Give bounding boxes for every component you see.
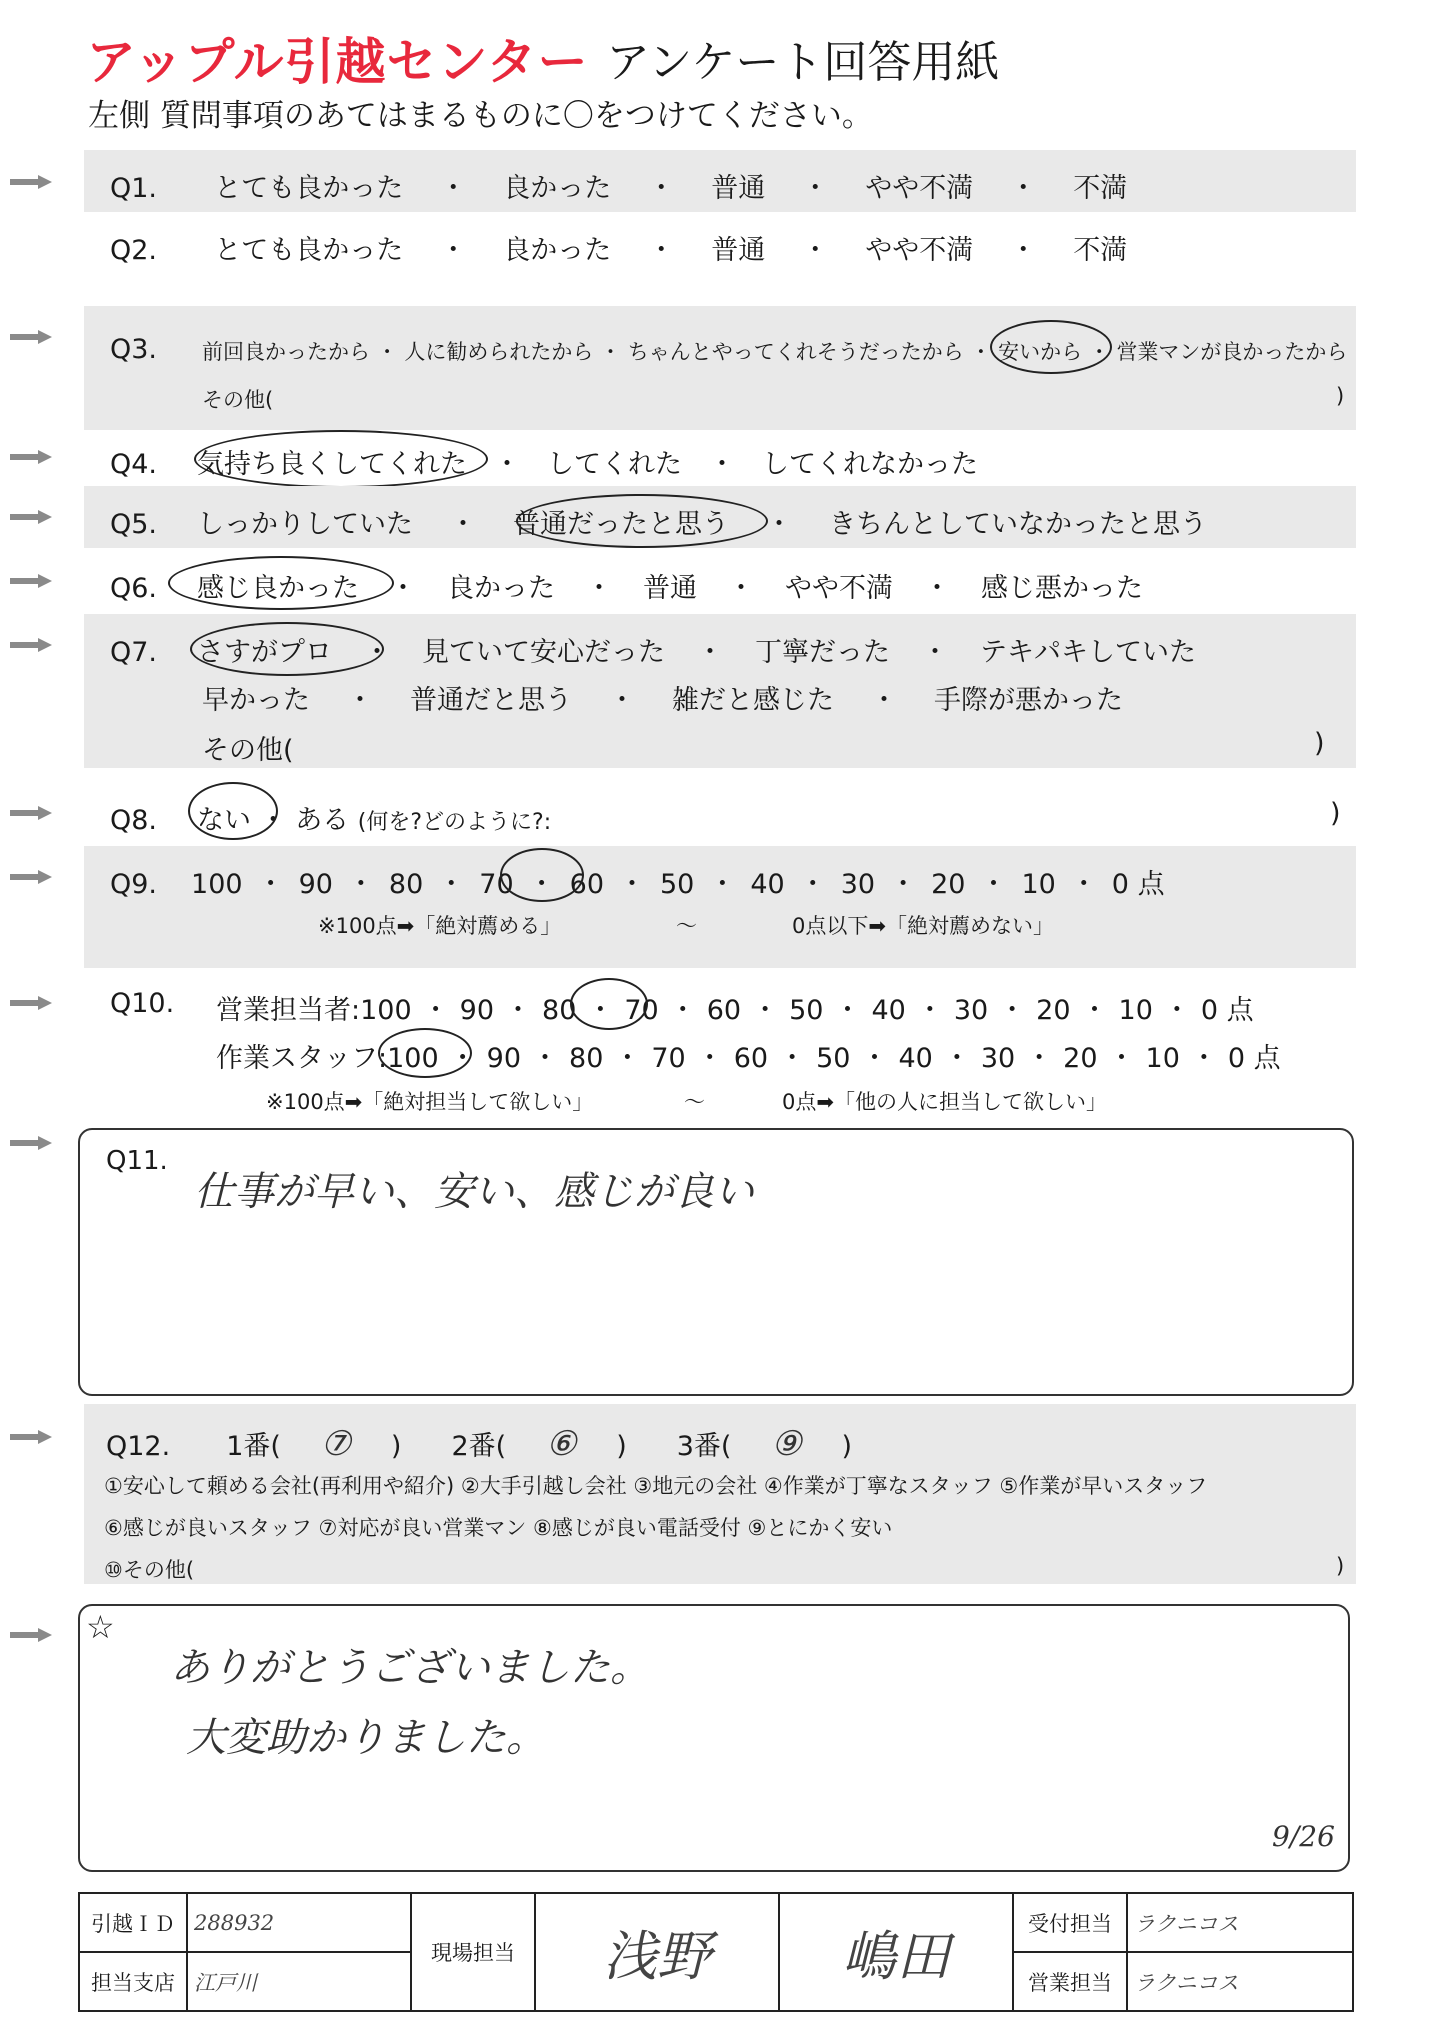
q10-staff-score[interactable]: 70 [651,1043,686,1074]
q9-score[interactable]: 0 [1111,869,1129,900]
arrow-icon [10,1628,54,1642]
q9-label: Q9. [110,869,158,900]
q9-tilde: 〜 [676,914,697,938]
arrow-icon [10,638,54,652]
q9-note-low: 0点以下➡「絶対薦めない」 [792,914,1054,938]
site-staff-label: 現場担当 [411,1893,535,2011]
arrow-icon [10,1430,54,1444]
q3-option[interactable]: 前回良かったから [202,340,370,364]
selection-circle [516,494,768,548]
q9-unit: 点 [1137,869,1165,900]
q10-sales-score[interactable]: 100 [360,995,412,1026]
q10-sales-score[interactable]: 10 [1118,995,1153,1026]
q10-staff-score[interactable]: 40 [898,1043,933,1074]
q6-option[interactable]: 感じ悪かった [981,573,1144,604]
q8-row: Q8. ない ・ ある (何を?どのように?: [110,805,552,836]
q4-option[interactable]: してくれなかった [762,449,979,480]
q10-staff-label: 作業スタッフ: [216,1043,388,1074]
branch-label: 担当支店 [79,1952,187,2011]
q3-option[interactable]: 人に勧められたから [404,340,594,364]
arrow-icon [10,1136,54,1150]
q12-label: Q12. [106,1431,171,1462]
q6-option[interactable]: 普通 [643,573,698,604]
q2-row: Q2. とても良かった ・ 良かった ・ 普通 ・ やや不満 ・ 不満 [110,235,1128,266]
q7-option-selected[interactable]: さすがプロ [197,637,333,668]
q12-rank3-label: 3番( [676,1431,732,1462]
q10-label: Q10. [110,988,175,1019]
q12-rank2-label: 2番( [451,1431,507,1462]
q10-staff-score[interactable]: 10 [1145,1043,1180,1074]
q9-score[interactable]: 10 [1021,869,1056,900]
q12-close: ) [841,1431,852,1462]
site-staff-2[interactable]: 嶋田 [779,1893,1013,2011]
q3-band [84,306,1356,430]
q3-option[interactable]: ちゃんとやってくれそうだったから [627,340,964,364]
q2-option[interactable]: とても良かった [214,235,404,266]
q4-row: Q4. 気持ち良くしてくれた ・ してくれた ・ してくれなかった [110,449,979,480]
q10-sales-score[interactable]: 50 [789,995,824,1026]
reception-value[interactable]: ラクニコス [1127,1893,1353,1952]
q10-sales-score[interactable]: 70 [624,995,659,1026]
q1-option[interactable]: やや不満 [865,173,974,204]
q3-label: Q3. [110,334,158,365]
q7-option[interactable]: 普通だと思う [410,685,572,716]
q6-row: Q6. 感じ良かった ・ 良かった ・ 普通 ・ やや不満 ・ 感じ悪かった [110,573,1144,604]
q10-sales-score-selected[interactable]: 80 [542,995,577,1026]
q10-sales-label: 営業担当者: [216,995,361,1026]
q9-score-selected[interactable]: 70 [479,869,514,900]
q7-option[interactable]: 早かった [202,685,310,716]
q12-rank1-value[interactable]: ⑦ [320,1424,352,1464]
q10-sales-score[interactable]: 60 [706,995,742,1026]
q10-staff-score-selected[interactable]: 100 [387,1043,439,1074]
q5-option[interactable]: きちんとしていなかったと思う [829,509,1208,540]
q5-row: Q5. しっかりしていた ・ 普通だったと思う ・ きちんとしていなかったと思う [110,509,1208,540]
q2-option[interactable]: 良かった [503,235,612,266]
move-id-label: 引越ＩＤ [79,1893,187,1952]
selection-circle [168,556,394,610]
q8-option[interactable]: ある [295,805,350,836]
q8-detail[interactable]: (何を?どのように?: [357,810,552,835]
reception-label: 受付担当 [1013,1893,1127,1952]
selection-circle [378,1028,472,1078]
q7-other[interactable]: その他( [202,735,294,766]
selection-circle [190,622,384,676]
q12-choices-row1: ①安心して頼める会社(再利用や紹介) ②大手引越し会社 ③地元の会社 ④作業が丁寧なスタッフ ⑤作業が早いスタッフ [104,1474,1208,1498]
q3-option-selected[interactable]: 安いから [998,340,1083,364]
q2-label: Q2. [110,235,158,266]
q1-option[interactable]: 良かった [503,173,612,204]
q10-sales-row: 営業担当者:100 ・ 90 ・ 80 ・ 70 ・ 60 ・ 50 ・ 40 ・ 30 ・ 20 ・ 10 ・ 0 点 [216,995,1254,1026]
q6-option-selected[interactable]: 感じ良かった [197,573,360,604]
q8-close: ) [1330,798,1341,829]
q12-other-close: ) [1336,1554,1345,1578]
q12-rank3-value[interactable]: ⑨ [771,1424,802,1464]
q10-unit: 点 [1253,1043,1281,1074]
q9-score[interactable]: 50 [660,869,695,900]
q10-staff-score[interactable]: 0 [1227,1043,1246,1074]
instruction-text: 左側 質問事項のあてはまるものに〇をつけてください。 [88,98,873,134]
q9-score[interactable]: 60 [569,869,604,900]
q10-sales-score[interactable]: 30 [953,995,989,1026]
q5-option[interactable]: しっかりしていた [197,509,414,540]
arrow-icon [10,806,54,820]
q10-note-low: 0点➡「他の人に担当して欲しい」 [782,1090,1107,1114]
q12-choices-row2: ⑥感じが良いスタッフ ⑦対応が良い営業マン ⑧感じが良い電話受付 ⑨とにかく安い [104,1516,893,1540]
q10-sales-score[interactable]: 90 [459,995,495,1026]
q9-note-high: ※100点➡「絶対薦める」 [318,914,562,938]
q8-label: Q8. [110,805,158,836]
q10-unit: 点 [1226,995,1254,1026]
q2-option[interactable]: 普通 [711,235,766,266]
q12-close: ) [390,1431,402,1462]
q8-option-selected[interactable]: ない [197,805,252,836]
arrow-icon [10,510,54,524]
q1-option[interactable]: 普通 [711,173,766,204]
q4-label: Q4. [110,449,158,480]
q3-options: 前回良かったから ・ 人に勧められたから ・ ちゃんとやってくれそうだったから ・ 安いから ・ 営業マンが良かったから [202,340,1348,364]
q1-row: Q1. とても良かった ・ 良かった ・ 普通 ・ やや不満 ・ 不満 [110,173,1128,204]
q4-option-selected[interactable]: 気持ち良くしてくれた [197,449,468,480]
selection-circle [570,978,648,1030]
branch-value[interactable]: 江戸川 [187,1952,411,2011]
q10-staff-row: 作業スタッフ:100 ・ 90 ・ 80 ・ 70 ・ 60 ・ 50 ・ 40 ・ 30 ・ 20 ・ 10 ・ 0 点 [216,1043,1281,1074]
q12-other[interactable]: ⑩その他( [104,1558,195,1582]
arrow-icon [10,175,54,189]
arrow-icon [10,450,54,464]
q7-row1: Q7. さすがプロ ・ 見ていて安心だった ・ 丁寧だった ・ テキパキしていた [110,637,1197,668]
q1-label: Q1. [110,173,158,204]
q1-option[interactable]: 不満 [1073,173,1128,204]
arrow-icon [10,996,54,1010]
q12-close: ) [616,1431,627,1462]
selection-circle [188,782,278,840]
q10-tilde: 〜 [684,1090,705,1114]
q7-option[interactable]: テキパキしていた [980,637,1197,668]
survey-title: アンケート回答用紙 [606,37,1000,88]
arrow-icon [10,574,54,588]
q10-staff-score[interactable]: 60 [733,1043,769,1074]
site-staff-1[interactable]: 浅野 [535,1893,779,2011]
move-id-value[interactable]: 288932 [187,1893,411,1952]
star-icon: ☆ [86,1608,115,1646]
q5-option-selected[interactable]: 普通だったと思う [513,509,730,540]
q7-label: Q7. [110,637,158,668]
q10-staff-score[interactable]: 90 [486,1043,522,1074]
selection-circle [194,430,488,488]
q7-other-close: ) [1314,728,1325,759]
sales-value[interactable]: ラクニコス [1127,1952,1353,2011]
q4-option[interactable]: してくれた [547,449,683,480]
q10-staff-score[interactable]: 80 [569,1043,604,1074]
arrow-icon [10,870,54,884]
q3-other-close: ) [1336,384,1345,408]
q11-handwritten-answer: 仕事が早い、安い、感じが良い [194,1169,754,1215]
comment-date: 9/26 [1272,1820,1335,1853]
q12-row [106,1424,852,1464]
q10-staff-score[interactable]: 20 [1063,1043,1098,1074]
q6-option[interactable]: 良かった [447,573,556,604]
q12-rank1-label: 1番( [226,1431,281,1462]
q10-staff-score[interactable]: 30 [980,1043,1016,1074]
q9-score[interactable]: 20 [931,869,966,900]
q9-row: Q9. 100 ・ 90 ・ 80 ・ 70 ・ 60 ・ 50 ・ 40 ・ 30 ・ 20 ・ 10 ・ 0 点 [110,869,1165,900]
comment-line1: ありがとうございました。 [170,1645,650,1691]
q2-option[interactable]: 不満 [1073,235,1128,266]
q9-score[interactable]: 80 [388,869,424,900]
q7-option[interactable]: 手際が悪かった [934,685,1123,716]
q9-score[interactable]: 100 [191,869,243,900]
selection-circle [990,320,1112,374]
q3-other[interactable]: その他( [202,388,274,412]
q2-option[interactable]: やや不満 [865,235,974,266]
q7-option[interactable]: 見ていて安心だった [422,637,666,668]
q9-score[interactable]: 30 [840,869,876,900]
q10-sales-score[interactable]: 0 [1200,995,1219,1026]
q10-staff-score[interactable]: 50 [816,1043,851,1074]
q9-score[interactable]: 40 [750,869,785,900]
q6-label: Q6. [110,573,158,604]
q9-score[interactable]: 90 [298,869,333,900]
arrow-icon [10,330,54,344]
q6-option[interactable]: やや不満 [785,573,894,604]
staff-info-table [78,1892,1354,2012]
q3-option[interactable]: 営業マンが良かったから [1116,340,1348,364]
q7-row2: 早かった ・ 普通だと思う ・ 雑だと感じた ・ 手際が悪かった [202,685,1123,716]
q1-option[interactable]: とても良かった [214,173,404,204]
q7-option[interactable]: 雑だと感じた [672,685,834,716]
sales-label: 営業担当 [1013,1952,1127,2011]
selection-circle [500,848,584,902]
comment-line2: 大変助かりました。 [186,1715,546,1761]
q10-sales-score[interactable]: 40 [871,995,906,1026]
q11-label: Q11. [106,1146,168,1176]
q10-sales-score[interactable]: 20 [1036,995,1071,1026]
q7-option[interactable]: 丁寧だった [755,637,891,668]
brand-title: アップル引越センター [86,33,589,91]
q10-note-high: ※100点➡「絶対担当して欲しい」 [266,1090,594,1114]
q5-label: Q5. [110,509,158,540]
q12-rank2-value[interactable]: ⑥ [545,1424,577,1464]
